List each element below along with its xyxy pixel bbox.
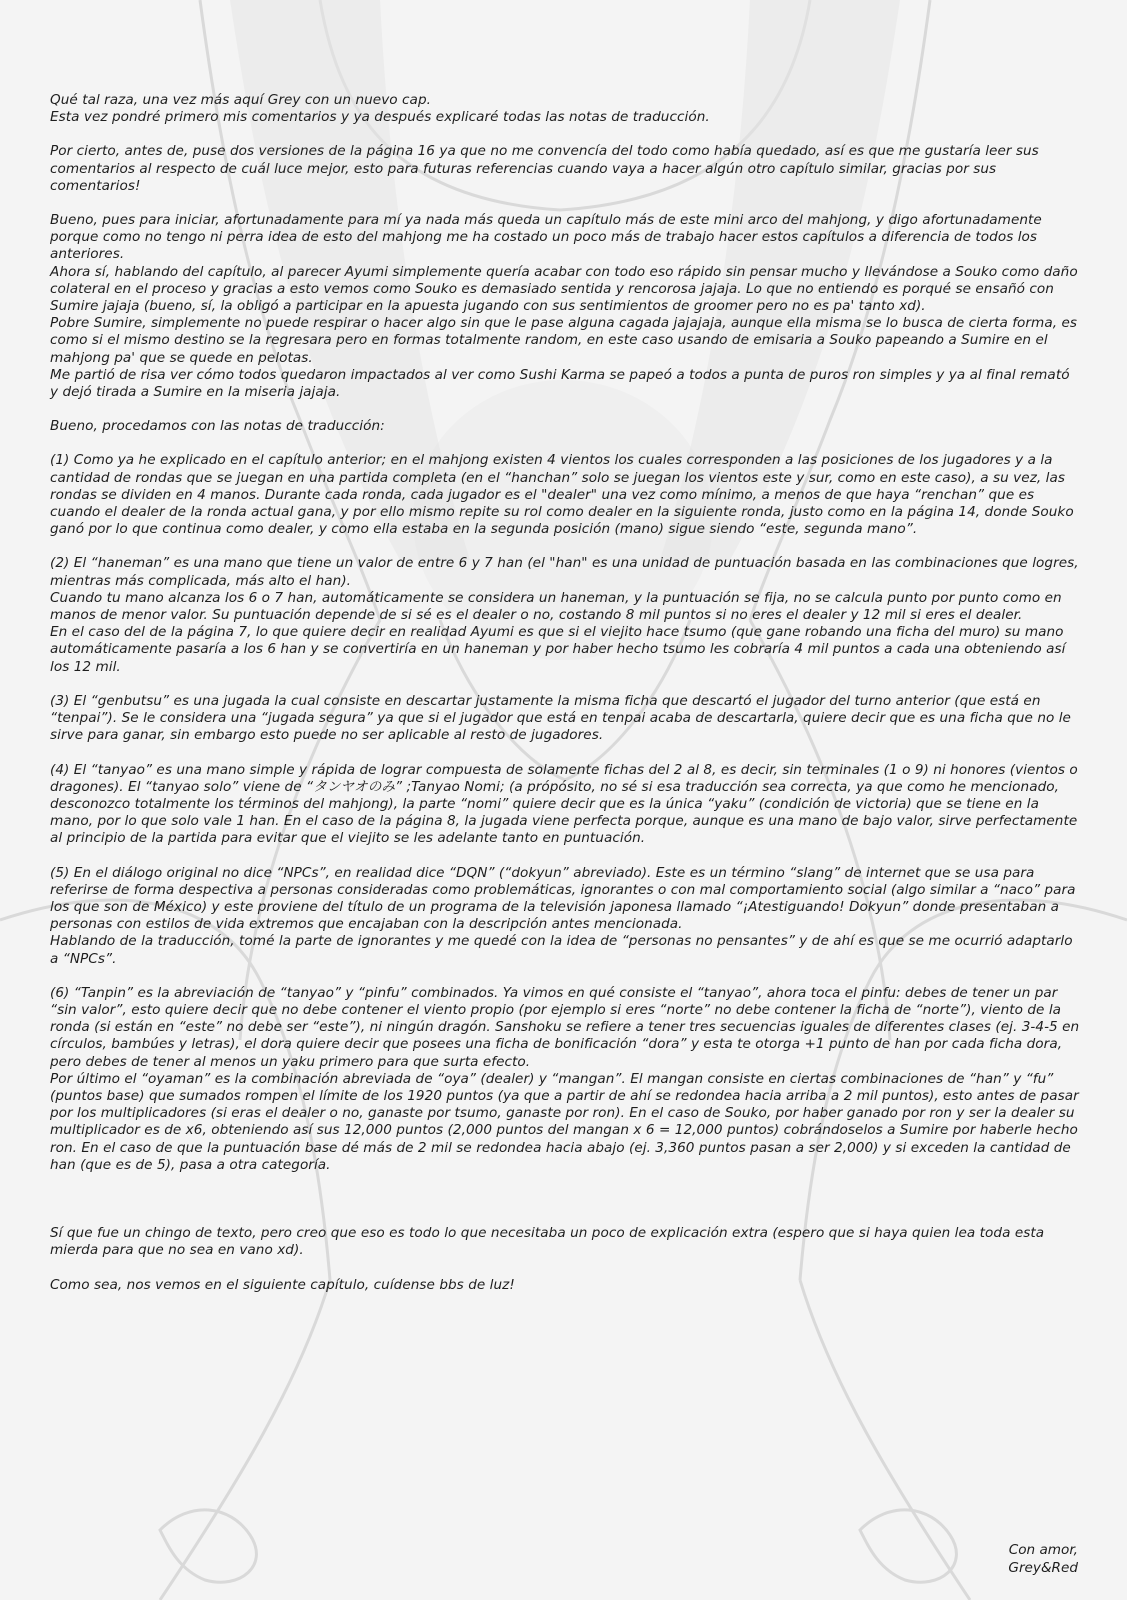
paragraph-comments [50, 212, 1082, 401]
note-1 [50, 452, 1082, 538]
text-line: Por cierto, antes de, puse dos versiones de la página 16 ya que no me convencía del todo como había quedado, así es que me gustaría leer sus comentarios al respecto de cuál luce mejor, esto para futuras referencias cuando vaya a hacer algún otro capítulo similar, gracias por sus comentarios! [50, 143, 1039, 194]
paragraph-farewell [50, 1277, 1082, 1294]
text-line: Por último el “oyaman” es la combinación abreviada de “oya” (dealer) y “mangan”. El mangan consiste en ciertas combinaciones de “han” y “fu” (puntos base) que sumados rompen el límite de los 1920 puntos (ya que a partir de ahí se redondea hacia arriba a 2 mil puntos), esto antes de pasar por los multiplicadores (si eras el dealer o no, ganaste por tsumo, ganaste por ron). En el caso de Souko, por haber ganado por ron y ser la dealer su multiplicador es de x6, obteniendo así sus 12,000 puntos (2,000 puntos del mangan x 6 = 12,000 puntos) cobrándoselos a Sumire por haberle hecho ron. En el caso de que la puntuación base dé más de 2 mil se redondea hacia abajo (ej. 3,360 puntos pasan a ser 2,000) y si exceden la cantidad de han (que es de 5), pasa a otra categoría. [50, 1070, 1079, 1173]
text-line: Como sea, nos vemos en el siguiente capítulo, cuídense bbs de luz! [50, 1276, 515, 1293]
text-line: Pobre Sumire, simplemente no puede respirar o hacer algo sin que le pase alguna cagada jajajaja, aunque ella misma se lo busca de cierta forma, es como si el mismo destino se la regresara pero en formas totalmente random, en este caso usando de emisaria a Souko papeando a Sumire en el mahjong pa' que se quede en pelotas. [50, 315, 1078, 366]
note-6 [50, 985, 1082, 1174]
text-line: (5) En el diálogo original no dice “NPCs”, en realidad dice “DQN” (“dokyun” abreviado). Este es un término “slang” de internet que se usa para referirse de forma despectiva a personas consideradas como problemáticas, ignorantes o con mal comportamiento social (algo similar a “naco” para los que son de México) y este proviene del título de un programa de la televisión japonesa llamado “¡Atestiguando! Dokyun” donde presentaban a personas con estilos de vida extremos que encajaban con la descripción antes mencionada. [50, 864, 1076, 933]
notes-text-block [50, 92, 1082, 1311]
text-line: Ahora sí, hablando del capítulo, al parecer Ayumi simplemente quería acabar con todo eso rápido sin pensar mucho y llevándose a Souko como daño colateral en el proceso y gracias a esto vemos como Souko es demasiado sentida y rencorosa jajaja. Lo que no entiendo es porqué se ensañó con Sumire jajaja (bueno, sí, la obligó a participar en la apuesta jugando con sus sentimientos de groomer pero no es pa' tanto xd). [50, 263, 1078, 315]
text-line: Qué tal raza, una vez más aquí Grey con un nuevo cap. [50, 92, 431, 108]
paragraph-page16 [50, 143, 1082, 195]
note-4 [50, 762, 1082, 848]
text-line: (4) El “tanyao” es una mano simple y rápida de lograr compuesta de solamente fichas del 2 al 8, es decir, sin terminales (1 o 9) ni honores (vientos o dragones). El “tanyao solo” viene de “タンヤオのみ” ;Tanyao Nomi; (a própósito, no sé si esa traducción sea correcta, ya que como he mencionado, desconozco totalmente los términos del mahjong), la parte “nomi” quiere decir que es la única “yaku” (condición de victoria) que se tiene en la mano, por lo que solo vale 1 han. En el caso de la página 8, la jugada viene perfecta porque, aunque es una mano de bajo valor, sirve perfectamente al principio de la partida para evitar que el viejito se les adelante tanto en puntuación. [50, 761, 1078, 847]
paragraph-intro [50, 92, 1082, 126]
paragraph-notes-intro [50, 418, 1082, 435]
text-line: Cuando tu mano alcanza los 6 o 7 han, automáticamente se considera un haneman, y la puntuación se fija, no se calcula punto por punto como en manos de menor valor. Su puntuación depende de si sé es el dealer o no, costando 8 mil puntos si no eres el dealer y 12 mil si eres el dealer. [50, 589, 1062, 624]
text-line: En el caso del de la página 7, lo que quiere decir en realidad Ayumi es que si el viejito hace tsumo (que gane robando una ficha del muro) su mano automáticamente pasaría a los 6 han y se convertiría en un haneman y por haber hecho tsumo les cobraría 4 mil puntos a cada una obteniendo así los 12 mil. [50, 624, 1066, 675]
paragraph-closing [50, 1225, 1082, 1259]
text-line: Bueno, pues para iniciar, afortunadamente para mí ya nada más queda un capítulo más de este mini arco del mahjong, y digo afortunadamente porque como no tengo ni perra idea de esto del mahjong me ha costado un poco más de trabajo hacer estos capítulos a diferencia de todos los anteriores. [50, 212, 1042, 263]
text-line: (6) “Tanpin” es la abreviación de “tanyao” y “pinfu” combinados. Ya vimos en qué consiste el “tanyao”, ahora toca el pinfu: debes de tener un par “sin valor”, esto quiere decir que no debe contener el viento propio (por ejemplo si eres “norte” no debe contener la ficha de “norte”), viento de la ronda (si están en “este” no debe ser “este”), ni ningún dragón. Sanshoku se refiere a tener tres secuencias iguales de diferentes clases (ej. 3-4-5 en círculos, bambúes y letras), el dora quiere decir que posees una ficha de bonificación “dora” y esta te otorga +1 punto de han por cada ficha dora, pero debes de tener al menos un yaku primero para que surta efecto. [50, 984, 1080, 1070]
text-line: (1) Como ya he explicado en el capítulo anterior; en el mahjong existen 4 vientos los cuales corresponden a las posiciones de los jugadores y a la cantidad de rondas que se juegan en una partida completa (en el “hanchan” solo se juegan los vientos este y sur, como en este caso), a su vez, las rondas se dividen en 4 manos. Durante cada ronda, cada jugador es el "dealer" una vez como mínimo, a menos de que haya “renchan” que es cuando el dealer de la ronda actual gana, y por ello mismo repite su rol como dealer en la siguiente ronda, justo como en la página 14, donde Souko ganó por lo que continua como dealer, y como ella estaba en la segunda posición (mano) sigue siendo “este, segunda mano”. [50, 452, 1074, 538]
signature-line: Con amor, [1008, 1542, 1078, 1558]
note-5 [50, 865, 1082, 968]
text-line: Sí que fue un chingo de texto, pero creo que eso es todo lo que necesitaba un poco de explicación extra (espero que si haya quien lea toda esta mierda para que no sea en vano xd). [50, 1225, 1045, 1259]
text-line: Me partió de risa ver cómo todos quedaron impactados al ver como Sushi Karma se papeó a todos a punta de puros ron simples y ya al final remató y dejó tirada a Sumire en la miseria jajaja. [50, 366, 1070, 401]
text-line: Bueno, procedamos con las notas de traducción: [50, 418, 385, 435]
text-line: (2) El “haneman” es una mano que tiene un valor de entre 6 y 7 han (el "han" es una unidad de puntuación basada en las combinaciones que logres, mientras más complicada, más alto el han). [50, 555, 1079, 589]
signature-name: Grey&Red [1008, 1559, 1078, 1576]
signature [1008, 1542, 1078, 1577]
text-line: (3) El “genbutsu” es una jugada la cual consiste en descartar justamente la misma ficha que descartó el jugador del turno anterior (que está en “tenpai”). Se le considera una “jugada segura” ya que si el jugador que está en tenpai acaba de descartarla, quiere decir que es una ficha que no le sirve para ganar, sin embargo esto puede no ser aplicable al resto de jugadores. [50, 692, 1071, 744]
text-line [50, 1191, 1082, 1208]
note-2 [50, 555, 1082, 675]
text-line: Esta vez pondré primero mis comentarios y ya después explicaré todas las notas de traducción. [50, 109, 710, 126]
note-3 [50, 693, 1082, 745]
text-line: Hablando de la traducción, tomé la parte de ignorantes y me quedé con la idea de “personas no pensantes” y de ahí es que se me ocurrió adaptarlo a “NPCs”. [50, 933, 1073, 967]
spacer [50, 1191, 1082, 1208]
